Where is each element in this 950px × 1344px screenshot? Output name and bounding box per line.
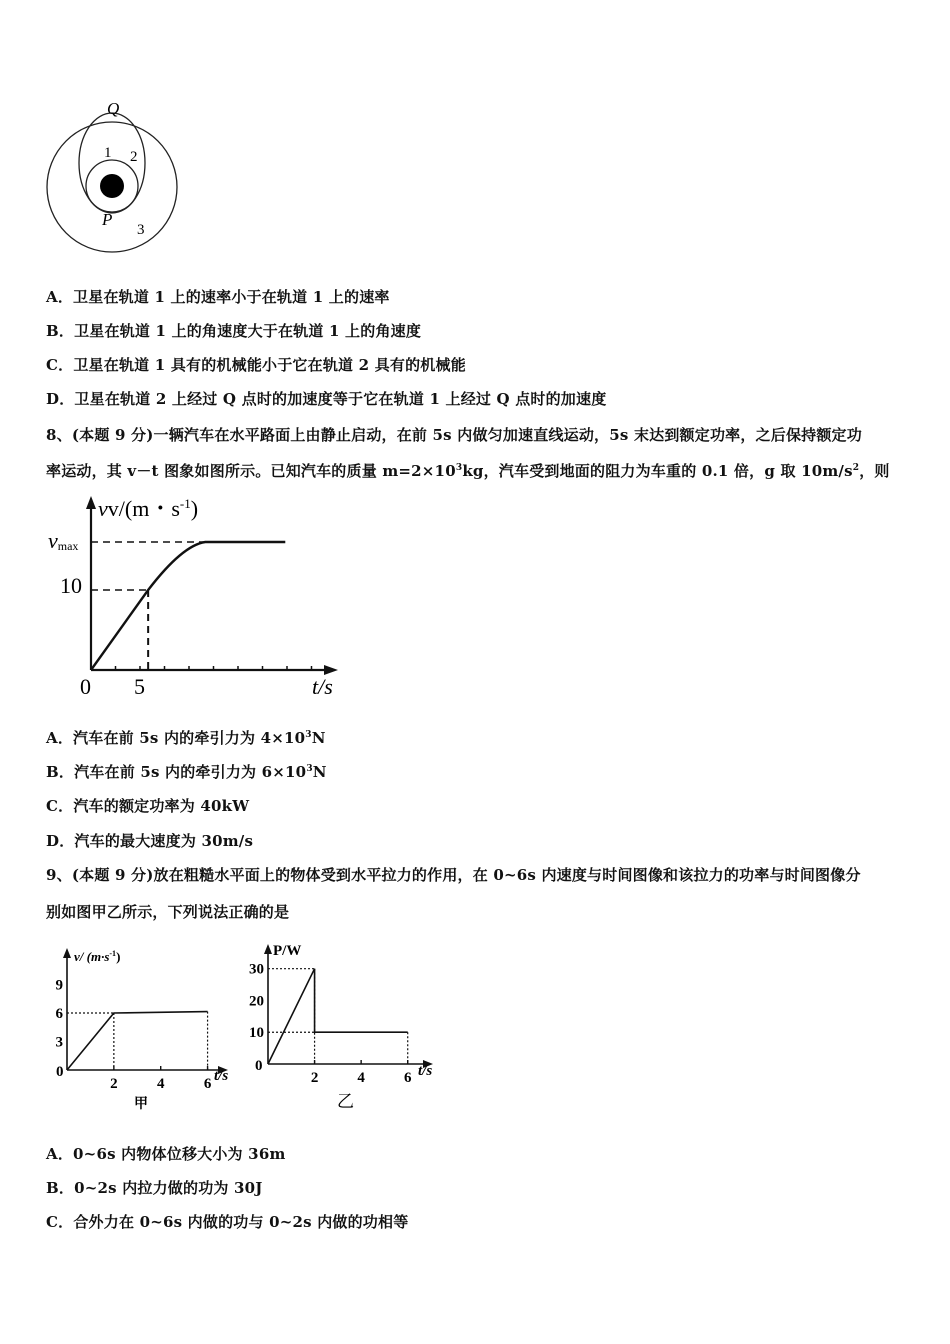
y-axis-label: vv/(m・$s^{-1}$) <box>98 496 199 521</box>
y-axis-arrow <box>86 496 96 509</box>
y-tick-label: 9 <box>55 977 63 994</box>
y-axis-arrow <box>264 944 272 954</box>
p-t-line <box>268 969 408 1064</box>
q9-chart-jia <box>44 940 244 1115</box>
label-p: P <box>102 210 113 229</box>
q8-option-a: A．汽车在前 5s 内的牵引力为 $4\times 10^3N$ <box>46 729 326 747</box>
v-t-curve <box>91 542 285 670</box>
x-tick-label: 2 <box>110 1076 118 1092</box>
caption-jia: 甲 <box>134 1097 148 1112</box>
y-tick-label: 30 <box>249 961 264 978</box>
q9-stem-line2: 别如图甲乙所示，下列说法正确的是 <box>46 903 290 921</box>
q9-chart-yi <box>245 935 450 1115</box>
q9-option-b: B．0~2s 内拉力做的功为 30J <box>46 1179 263 1197</box>
y-axis-label: P/W <box>273 943 302 959</box>
v-t-line <box>67 1012 208 1070</box>
origin-label: 0 <box>255 1058 263 1074</box>
label-q: Q <box>107 99 120 118</box>
q7-option-d: D．卫星在轨道 2 上经过 Q 点时的加速度等于它在轨道 1 上经过 Q 点时的加速度 <box>46 390 607 408</box>
x-tick-label: 6 <box>403 1070 412 1086</box>
label-3: 3 <box>137 222 145 238</box>
q8-option-d: D．汽车的最大速度为 30m/s <box>46 832 254 850</box>
guide-lines <box>67 1012 208 1070</box>
x-tick-label: 6 <box>203 1076 212 1092</box>
vmax-label: vmax <box>48 528 79 553</box>
q8-stem-line2: 率运动，其 v－t 图象如图所示。已知汽车的质量 $m=2\times 10^3kg$，汽车受到地面的阻力为车重的 0.1 倍，g 取 $10m/s^2$，则 <box>46 462 890 480</box>
caption-yi: 乙 <box>337 1092 354 1111</box>
q9-stem-line1: 9、(本题 9 分)放在粗糙水平面上的物体受到水平拉力的作用，在 0~6s 内速度与时间图像和该拉力的功率与时间图像分 <box>46 866 861 884</box>
x-tick-label-0: 0 <box>80 674 91 699</box>
x-tick-label: 4 <box>357 1070 365 1086</box>
q7-option-b: B．卫星在轨道 1 上的角速度大于在轨道 1 上的角速度 <box>46 322 422 340</box>
q8-option-b: B．汽车在前 5s 内的牵引力为 $6\times 10^3N$ <box>46 763 327 781</box>
q8-stem-line1: 8、(本题 9 分)一辆汽车在水平路面上由静止启动，在前 5s 内做匀加速直线运动，5s 末达到额定功率，之后保持额定功 <box>46 426 862 444</box>
orbit-figure <box>40 95 190 260</box>
q9-option-c: C．合外力在 0~6s 内做的功与 0~2s 内做的功相等 <box>46 1213 409 1231</box>
x-tick-label: 2 <box>310 1070 319 1086</box>
y-tick-labels <box>249 962 264 1074</box>
y-tick-label: 3 <box>55 1034 63 1051</box>
y-tick-label: 10 <box>249 1025 264 1042</box>
label-1: 1 <box>104 145 112 161</box>
x-axis-label: t/s <box>214 1068 229 1084</box>
q8-vt-chart <box>40 490 350 705</box>
origin-label: 0 <box>56 1064 64 1080</box>
y-tick-label: 6 <box>55 1006 63 1022</box>
y-axis-label: v/ $(m\cdot s^{-1})$ <box>74 949 121 964</box>
guide-lines <box>268 969 408 1064</box>
x-axis-label: t/s <box>418 1063 433 1079</box>
q9-option-a: A．0~6s 内物体位移大小为 36m <box>46 1145 286 1163</box>
y-tick-labels <box>56 978 64 1051</box>
q7-option-a: A．卫星在轨道 1 上的速率小于在轨道 1 上的速率 <box>46 288 390 306</box>
q7-option-c: C．卫星在轨道 1 具有的机械能小于它在轨道 2 具有的机械能 <box>46 356 466 374</box>
x-tick-label-5: 5 <box>134 674 145 699</box>
x-tick-label: 4 <box>156 1076 165 1092</box>
label-2: 2 <box>130 149 138 165</box>
planet <box>100 174 124 198</box>
q8-option-c: C．汽车的额定功率为 40kW <box>46 797 250 815</box>
y-axis-arrow <box>63 948 71 958</box>
y-tick-label-10: 10 <box>60 573 82 598</box>
y-tick-label: 20 <box>249 993 264 1010</box>
x-axis-label: t/s <box>312 674 333 699</box>
